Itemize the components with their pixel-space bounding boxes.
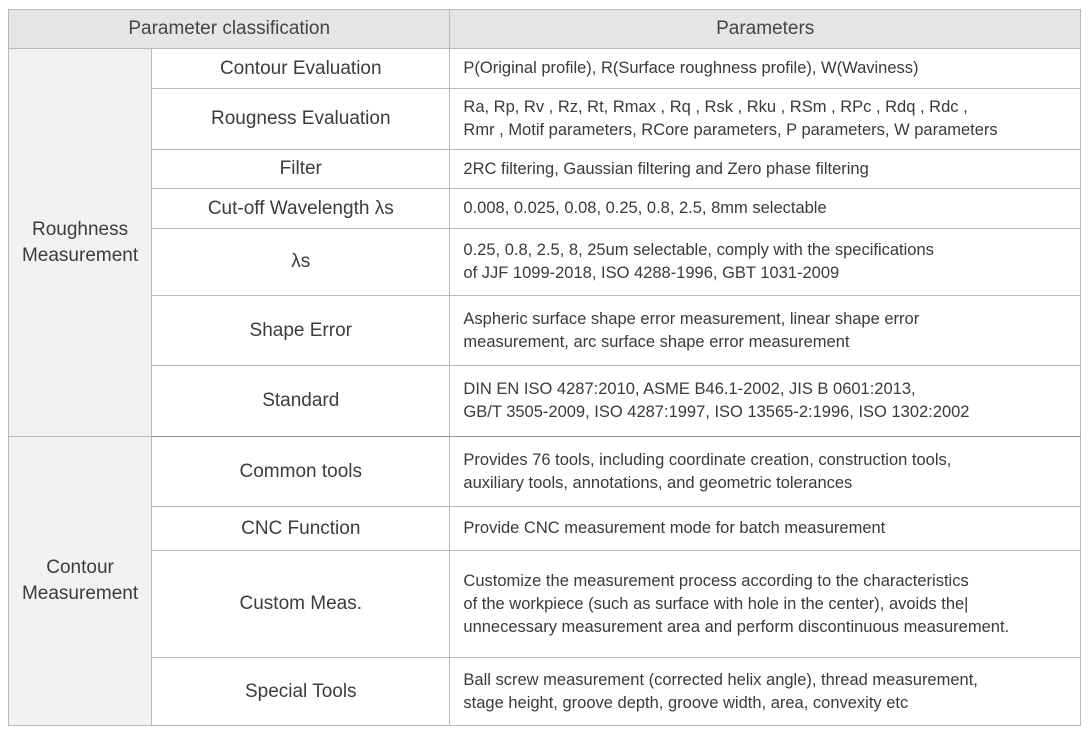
table-row (9, 366, 1081, 437)
value-line: of the workpiece (such as surface with hole in the center), avoids the| (463, 594, 969, 613)
table-row (9, 189, 1081, 229)
table-row (9, 658, 1081, 726)
param-value (450, 189, 1081, 229)
param-name: Cut-off Wavelength λs (152, 189, 450, 229)
param-name: Filter (152, 150, 450, 189)
param-value (450, 150, 1081, 189)
table-row (9, 49, 1081, 89)
param-name: Shape Error (152, 296, 450, 366)
value-line: DIN EN ISO 4287:2010, ASME B46.1-2002, JIS B 0601:2013, (463, 380, 916, 398)
param-name: Rougness Evaluation (152, 89, 450, 150)
table-row (9, 150, 1081, 189)
param-name: λs (152, 229, 450, 296)
param-value (450, 229, 1081, 296)
param-value (450, 366, 1081, 437)
category-contour-measurement (9, 437, 152, 726)
param-name: CNC Function (152, 507, 450, 551)
category-line: Measurement (21, 583, 139, 604)
param-value (450, 507, 1081, 551)
category-line: Measurement (21, 244, 139, 266)
parameter-table (8, 9, 1081, 726)
param-name: Custom Meas. (152, 551, 450, 658)
value-line: Aspheric surface shape error measurement, linear shape error (463, 309, 920, 328)
value-line: Ra, Rp, Rv , Rz, Rt, Rmax , Rq , Rsk , Rku , RSm , RPc , Rdq , Rdc , (463, 98, 968, 116)
header-parameters: Parameters (450, 10, 1081, 49)
value-line: 0.008, 0.025, 0.08, 0.25, 0.8, 2.5, 8mm selectable (463, 199, 827, 217)
param-value (450, 437, 1081, 507)
param-name: Contour Evaluation (152, 49, 450, 89)
param-name: Special Tools (152, 658, 450, 726)
value-line: measurement, arc surface shape error measurement (463, 332, 850, 351)
table-row (9, 229, 1081, 296)
value-line: of JJF 1099-2018, ISO 4288-1996, GBT 1031-2009 (463, 264, 840, 282)
value-line: Ball screw measurement (corrected helix angle), thread measurement, (463, 670, 978, 689)
table-row (9, 89, 1081, 150)
category-roughness-measurement (9, 49, 152, 437)
table-header-row (9, 10, 1081, 49)
value-line: 2RC filtering, Gaussian filtering and Zero phase filtering (463, 159, 869, 178)
table-row (9, 551, 1081, 658)
param-value (450, 89, 1081, 150)
table-row (9, 507, 1081, 551)
table-row (9, 296, 1081, 366)
value-line: P(Original profile), R(Surface roughness profile), W(Waviness) (463, 59, 919, 77)
value-line: unnecessary measurement area and perform discontinuous measurement. (463, 617, 1010, 636)
category-line: Contour (46, 557, 114, 578)
param-value (450, 658, 1081, 726)
table-row (9, 437, 1081, 507)
param-name: Standard (152, 366, 450, 437)
param-value (450, 49, 1081, 89)
header-classification: Parameter classification (9, 10, 450, 49)
param-name: Common tools (152, 437, 450, 507)
value-line: 0.25, 0.8, 2.5, 8, 25um selectable, comply with the specifications (463, 241, 934, 259)
value-line: Provides 76 tools, including coordinate creation, construction tools, (463, 450, 952, 469)
category-line: Roughness (32, 218, 129, 240)
value-line: auxiliary tools, annotations, and geometric tolerances (463, 473, 853, 492)
param-value (450, 551, 1081, 658)
value-line: GB/T 3505-2009, ISO 4287:1997, ISO 13565-2:1996, ISO 1302:2002 (463, 403, 970, 421)
value-line: Provide CNC measurement mode for batch measurement (463, 519, 886, 537)
param-value (450, 296, 1081, 366)
value-line: Rmr , Motif parameters, RCore parameters, P parameters, W parameters (463, 121, 998, 139)
value-line: Customize the measurement process according to the characteristics (463, 571, 969, 590)
value-line: stage height, groove depth, groove width, area, convexity etc (463, 693, 909, 712)
